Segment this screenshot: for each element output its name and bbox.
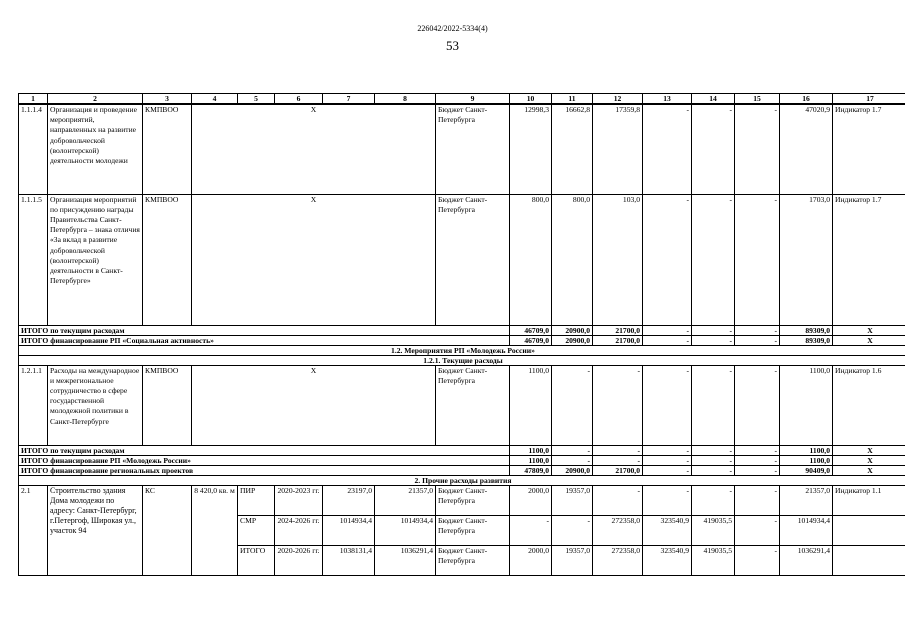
cell-value: - bbox=[735, 194, 780, 325]
col-header: 12 bbox=[593, 94, 643, 105]
funding-source: Бюджет Санкт-Петербурга bbox=[436, 485, 510, 515]
cell-value: 21357,0 bbox=[375, 485, 436, 515]
cell-value: 19357,0 bbox=[552, 485, 593, 515]
cell-value: 23197,0 bbox=[323, 485, 375, 515]
table-row bbox=[19, 365, 905, 445]
cell-value: - bbox=[735, 445, 780, 455]
cell-value: 419035,5 bbox=[692, 515, 735, 545]
x-mark: Х bbox=[192, 194, 436, 325]
cell-value: 2000,0 bbox=[510, 485, 552, 515]
cell-value: 800,0 bbox=[552, 194, 593, 325]
cell-value: 21700,0 bbox=[593, 335, 643, 345]
indicator: Индикатор 1.6 bbox=[833, 365, 905, 445]
cell-value: - bbox=[643, 485, 692, 515]
stage: ИТОГО bbox=[238, 545, 275, 575]
cell-value: - bbox=[692, 445, 735, 455]
cell-value: - bbox=[692, 104, 735, 194]
total-row bbox=[19, 445, 905, 455]
cell-value: 89309,0 bbox=[780, 325, 833, 335]
col-header: 9 bbox=[436, 94, 510, 105]
cell-value: 272358,0 bbox=[593, 515, 643, 545]
col-header: 17 bbox=[833, 94, 905, 105]
stage: СМР bbox=[238, 515, 275, 545]
cell-value: - bbox=[735, 465, 780, 475]
cell-value: - bbox=[735, 515, 780, 545]
col-header: 7 bbox=[323, 94, 375, 105]
cell-value: - bbox=[643, 194, 692, 325]
col-header: 6 bbox=[275, 94, 323, 105]
cell-value: - bbox=[643, 465, 692, 475]
cell-value: 21700,0 bbox=[593, 325, 643, 335]
activity-name: Строительство здания Дома молодежи по адресу: Санкт-Петербург, г.Петергоф, Широкая ул., участок 94 bbox=[48, 485, 143, 575]
cell-value: 21700,0 bbox=[593, 465, 643, 475]
cell-value: - bbox=[735, 335, 780, 345]
cell-value: 1100,0 bbox=[780, 455, 833, 465]
table-row bbox=[19, 194, 905, 325]
budget-table bbox=[18, 93, 905, 576]
total-row bbox=[19, 465, 905, 475]
cell-value: - bbox=[692, 465, 735, 475]
funding-source: Бюджет Санкт-Петербурга bbox=[436, 194, 510, 325]
cell-value: 1014934,4 bbox=[780, 515, 833, 545]
cell-value: - bbox=[552, 455, 593, 465]
col-header: 11 bbox=[552, 94, 593, 105]
x-mark: Х bbox=[192, 365, 436, 445]
col-header: 4 bbox=[192, 94, 238, 105]
col-header: 3 bbox=[143, 94, 192, 105]
executor: КС bbox=[143, 485, 192, 575]
cell-value: 1100,0 bbox=[510, 445, 552, 455]
cell-value: 800,0 bbox=[510, 194, 552, 325]
indicator bbox=[833, 515, 905, 545]
col-header: 15 bbox=[735, 94, 780, 105]
section-heading: 1.2.1. Текущие расходы bbox=[19, 355, 905, 365]
cell-value: 103,0 bbox=[593, 194, 643, 325]
funding-source: Бюджет Санкт-Петербурга bbox=[436, 545, 510, 575]
x-mark: Х bbox=[833, 335, 905, 345]
cell-value: - bbox=[735, 455, 780, 465]
total-row bbox=[19, 455, 905, 465]
col-header: 10 bbox=[510, 94, 552, 105]
col-header: 14 bbox=[692, 94, 735, 105]
row-number: 1.2.1.1 bbox=[19, 365, 48, 445]
total-row bbox=[19, 335, 905, 345]
cell-value: 46709,0 bbox=[510, 335, 552, 345]
cell-value: 272358,0 bbox=[593, 545, 643, 575]
cell-value: 20900,0 bbox=[552, 465, 593, 475]
cell-value: 323540,9 bbox=[643, 515, 692, 545]
x-mark: Х bbox=[833, 325, 905, 335]
activity-name: Расходы на международное и межрегиональное сотрудничество в сфере государственной молодежной политики в Санкт-Петербурге bbox=[48, 365, 143, 445]
col-header: 16 bbox=[780, 94, 833, 105]
section-heading-row bbox=[19, 355, 905, 365]
cell-value: - bbox=[692, 365, 735, 445]
section-heading-row bbox=[19, 345, 905, 355]
total-label: ИТОГО по текущим расходам bbox=[19, 325, 510, 335]
executor: КМПВОО bbox=[143, 194, 192, 325]
cell-value: 12998,3 bbox=[510, 104, 552, 194]
indicator: Индикатор 1.7 bbox=[833, 194, 905, 325]
indicator: Индикатор 1.7 bbox=[833, 104, 905, 194]
cell-value: 1036291,4 bbox=[780, 545, 833, 575]
cell-value: - bbox=[643, 365, 692, 445]
cell-value: 2000,0 bbox=[510, 545, 552, 575]
col-header: 13 bbox=[643, 94, 692, 105]
cell-value: - bbox=[692, 455, 735, 465]
cell-value: - bbox=[735, 545, 780, 575]
row-number: 2.1 bbox=[19, 485, 48, 575]
period: 2020-2026 гг. bbox=[275, 545, 323, 575]
executor: КМПВОО bbox=[143, 104, 192, 194]
indicator bbox=[833, 545, 905, 575]
cell-value: 46709,0 bbox=[510, 325, 552, 335]
cell-value: - bbox=[735, 325, 780, 335]
x-mark: Х bbox=[833, 455, 905, 465]
cell-value: 21357,0 bbox=[780, 485, 833, 515]
executor: КМПВОО bbox=[143, 365, 192, 445]
cell-value: 1038131,4 bbox=[323, 545, 375, 575]
cell-value: 19357,0 bbox=[552, 545, 593, 575]
funding-source: Бюджет Санкт-Петербурга bbox=[436, 104, 510, 194]
row-number: 1.1.1.5 bbox=[19, 194, 48, 325]
cell-value: 323540,9 bbox=[643, 545, 692, 575]
total-label: ИТОГО финансирование РП «Социальная активность» bbox=[19, 335, 510, 345]
cell-value: - bbox=[643, 455, 692, 465]
col-header: 8 bbox=[375, 94, 436, 105]
cell-value: - bbox=[643, 335, 692, 345]
section-heading: 2. Прочие расходы развития bbox=[19, 475, 905, 485]
cell-value: 1100,0 bbox=[510, 365, 552, 445]
cell-value: - bbox=[593, 445, 643, 455]
table-row bbox=[19, 485, 905, 515]
total-label: ИТОГО финансирование региональных проектов bbox=[19, 465, 510, 475]
funding-source: Бюджет Санкт-Петербурга bbox=[436, 365, 510, 445]
cell-value: 47809,0 bbox=[510, 465, 552, 475]
cell-value: - bbox=[735, 365, 780, 445]
activity-name: Организация и проведение мероприятий, направленных на развитие добровольческой (волонтерской) деятельности молодежи bbox=[48, 104, 143, 194]
x-mark: Х bbox=[192, 104, 436, 194]
cell-value: 1100,0 bbox=[510, 455, 552, 465]
cell-value: - bbox=[552, 445, 593, 455]
capacity: 8 420,0 кв. м bbox=[192, 485, 238, 575]
cell-value: - bbox=[643, 445, 692, 455]
table-row bbox=[19, 104, 905, 194]
cell-value: 1100,0 bbox=[780, 445, 833, 455]
col-header: 2 bbox=[48, 94, 143, 105]
cell-value: 90409,0 bbox=[780, 465, 833, 475]
cell-value: 20900,0 bbox=[552, 325, 593, 335]
cell-value: 1014934,4 bbox=[323, 515, 375, 545]
cell-value: 47020,9 bbox=[780, 104, 833, 194]
column-numbers-row bbox=[19, 94, 905, 105]
x-mark: Х bbox=[833, 465, 905, 475]
period: 2020-2023 гг. bbox=[275, 485, 323, 515]
period: 2024-2026 гг. bbox=[275, 515, 323, 545]
cell-value: 89309,0 bbox=[780, 335, 833, 345]
cell-value: 1100,0 bbox=[780, 365, 833, 445]
total-row bbox=[19, 325, 905, 335]
cell-value: 419035,5 bbox=[692, 545, 735, 575]
cell-value: 20900,0 bbox=[552, 335, 593, 345]
section-heading-row bbox=[19, 475, 905, 485]
cell-value: - bbox=[593, 485, 643, 515]
col-header: 5 bbox=[238, 94, 275, 105]
cell-value: - bbox=[643, 325, 692, 335]
cell-value: 17359,8 bbox=[593, 104, 643, 194]
page-number: 53 bbox=[446, 38, 459, 53]
cell-value: - bbox=[692, 325, 735, 335]
cell-value: - bbox=[552, 365, 593, 445]
total-label: ИТОГО финансирование РП «Молодежь России» bbox=[19, 455, 510, 465]
col-header: 1 bbox=[19, 94, 48, 105]
cell-value: - bbox=[735, 485, 780, 515]
indicator: Индикатор 1.1 bbox=[833, 485, 905, 515]
section-heading: 1.2. Мероприятия РП «Молодежь России» bbox=[19, 345, 905, 355]
cell-value: 1703,0 bbox=[780, 194, 833, 325]
cell-value: 1036291,4 bbox=[375, 545, 436, 575]
cell-value: 1014934,4 bbox=[375, 515, 436, 545]
x-mark: Х bbox=[833, 445, 905, 455]
funding-source: Бюджет Санкт-Петербурга bbox=[436, 515, 510, 545]
cell-value: - bbox=[735, 104, 780, 194]
cell-value: - bbox=[692, 335, 735, 345]
activity-name: Организация мероприятий по присуждению награды Правительства Санкт-Петербурга – знака отличия «За вклад в развитие добровольческой (волонтерской) деятельности в Санкт-Петербурге» bbox=[48, 194, 143, 325]
row-number: 1.1.1.4 bbox=[19, 104, 48, 194]
stage: ПИР bbox=[238, 485, 275, 515]
cell-value: - bbox=[552, 515, 593, 545]
cell-value: - bbox=[643, 104, 692, 194]
cell-value: - bbox=[692, 194, 735, 325]
cell-value: - bbox=[593, 455, 643, 465]
cell-value: 16662,8 bbox=[552, 104, 593, 194]
cell-value: - bbox=[593, 365, 643, 445]
cell-value: - bbox=[692, 485, 735, 515]
cell-value: - bbox=[510, 515, 552, 545]
document-id: 226042/2022-5334(4) bbox=[417, 24, 488, 33]
total-label: ИТОГО по текущим расходам bbox=[19, 445, 510, 455]
